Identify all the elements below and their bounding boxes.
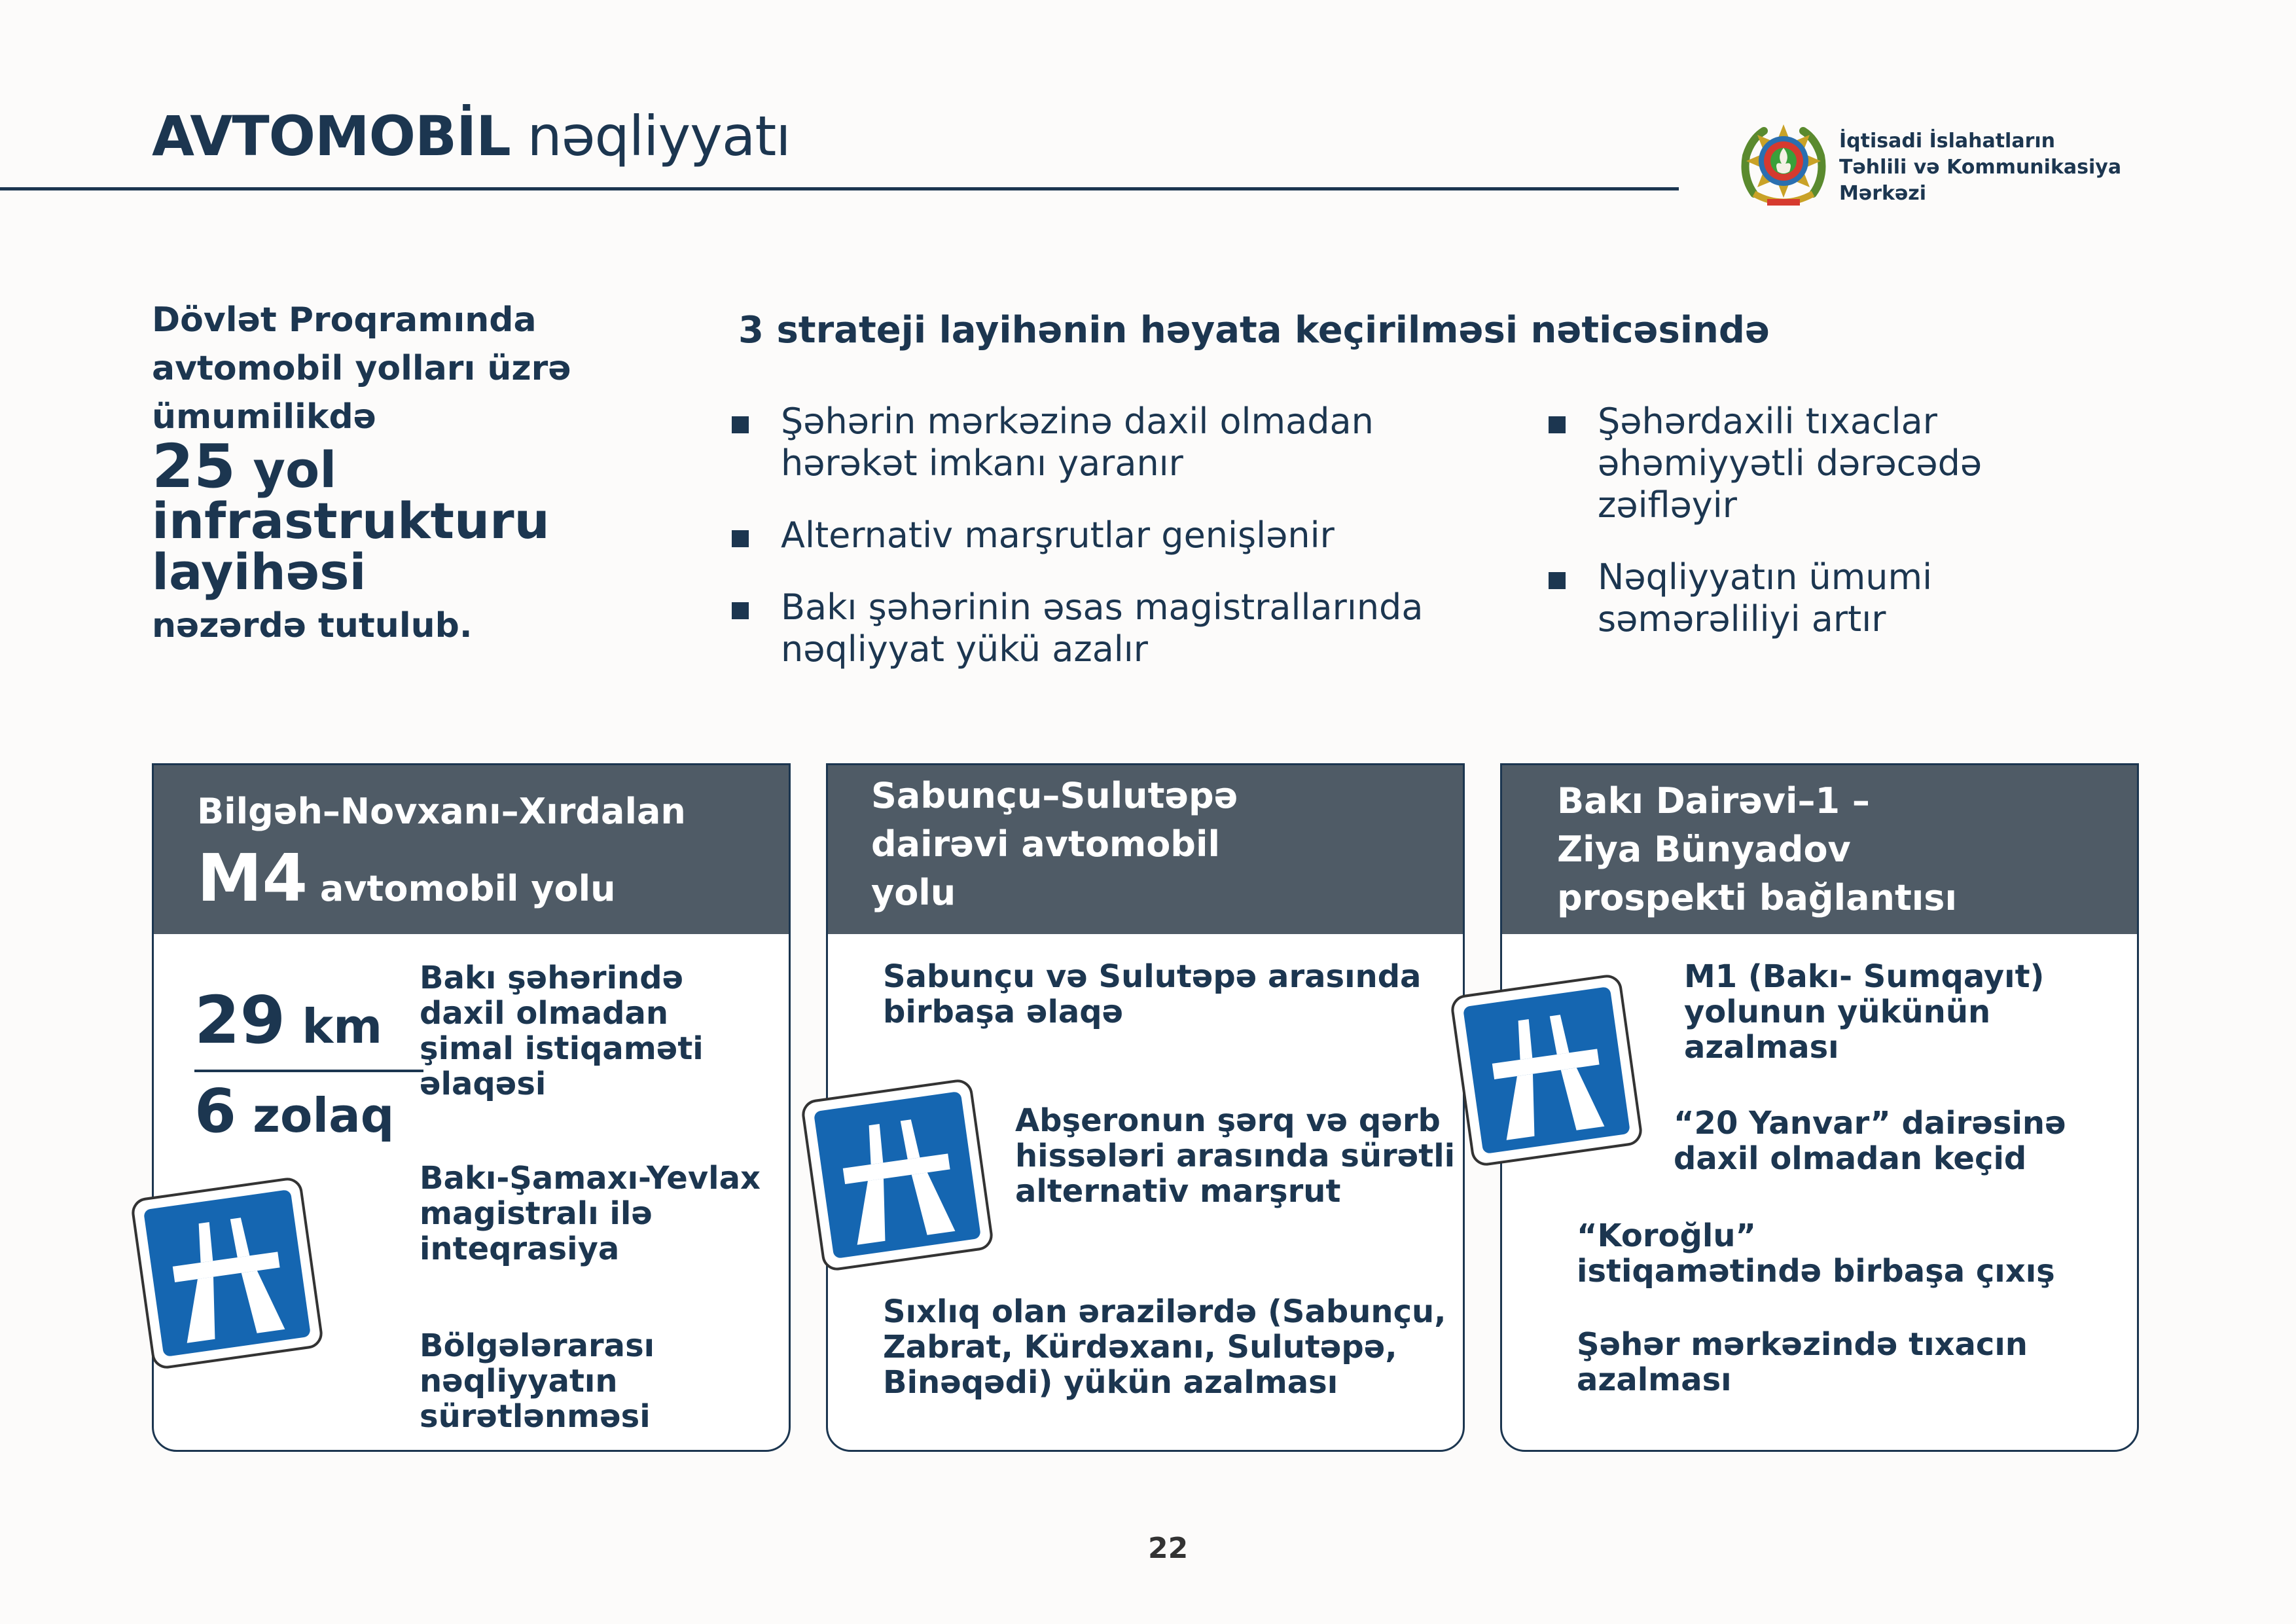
card-header (828, 765, 1463, 934)
card-title-m4: M4 (197, 840, 308, 916)
result-bullet (732, 401, 1530, 484)
results-heading: 3 strateji layihənin həyata keçirilməsi nəticəsində (738, 309, 1770, 352)
card-title: Sabunçu–Sulutəpə dairəvi avtomobil yolu (871, 775, 1238, 913)
motorway-sign-icon (1447, 971, 1647, 1170)
card-benefit: Bakı-Şamaxı-Yevlax magistralı ilə inteqrasiya (420, 1160, 761, 1267)
results-list-left (732, 401, 1530, 700)
result-text: Bakı şəhərinin əsas magistrallarında nəqliyyat yükü azalır (781, 586, 1424, 670)
page-title (152, 103, 791, 170)
card-header (154, 765, 789, 934)
road-length-unit: km (285, 999, 383, 1054)
result-bullet (732, 514, 1530, 556)
road-length-value: 29 (194, 982, 286, 1058)
card-benefit: Bakı şəhərində daxil olmadan şimal istiqaməti əlaqəsi (420, 960, 704, 1102)
page-number: 22 (1148, 1532, 1189, 1565)
result-text: Şəhərin mərkəzinə daxil olmadan hərəkət imkanı yaranır (781, 401, 1374, 484)
stat-divider (194, 1070, 423, 1072)
result-bullet (1549, 556, 2085, 640)
result-bullet (732, 586, 1530, 670)
results-list-right (1549, 401, 2085, 670)
state-emblem-icon (1734, 115, 1833, 213)
intro-line: Dövlət Proqramında (152, 300, 537, 340)
lane-count-unit: zolaq (236, 1088, 395, 1143)
org-name-line: Təhlili və Kommunikasiya (1839, 156, 2122, 179)
card-benefit: Sabunçu və Sulutəpə arasında birbaşa əlaqə (883, 958, 1422, 1030)
intro-line: layihəsi (152, 543, 367, 601)
intro-summary (152, 296, 728, 654)
org-name-line: Mərkəzi (1839, 182, 1927, 205)
page-title-rest: nəqliyyatı (510, 104, 791, 168)
header-divider (0, 187, 1679, 190)
intro-line: yol (236, 441, 337, 499)
result-bullet (1549, 401, 2085, 526)
card-benefit: Sıxlıq olan ərazilərdə (Sabunçu, Zabrat, Kürdəxanı, Sulutəpə, Binəqədi) yükün azalması (883, 1293, 1446, 1401)
org-name-line: İqtisadi İslahatların (1839, 130, 2056, 153)
motorway-sign-icon (798, 1075, 997, 1275)
card-benefit: Abşeronun şərq və qərb hissələri arasında sürətli alternativ marşrut (1015, 1102, 1456, 1210)
card-title-suffix: avtomobil yolu (308, 868, 616, 909)
card-title: Bakı Dairəvi–1 – Ziya Bünyadov prospekti bağlantısı (1557, 780, 1957, 918)
card-benefit: Şəhər mərkəzində tıxacın azalması (1577, 1326, 2028, 1398)
road-length (194, 982, 423, 1059)
intro-line: avtomobil yolları üzrə (152, 349, 571, 388)
intro-line: infrastrukturu (152, 492, 550, 550)
card-header (1502, 765, 2137, 934)
road-stats (194, 982, 423, 1146)
intro-line: ümumilikdə (152, 397, 376, 437)
card-title-line: Bilgəh–Novxanı–Xırdalan (197, 791, 686, 832)
intro-line: nəzərdə tutulub. (152, 606, 473, 645)
card-benefit: “Koroğlu” istiqamətində birbaşa çıxış (1577, 1218, 2055, 1290)
result-text: Nəqliyyatın ümumi səmərəliliyi artır (1598, 556, 1933, 640)
organization-name (1839, 128, 2284, 207)
card-benefit: Bölgələrarası nəqliyyatın sürətlənməsi (420, 1327, 655, 1435)
card-benefit: “20 Yanvar” dairəsinə daxil olmadan keçid (1674, 1105, 2066, 1177)
result-text: Şəhərdaxili tıxaclar əhəmiyyətli dərəcədə zəifləyir (1598, 401, 1982, 526)
page-title-bold: AVTOMOBİL (152, 104, 511, 168)
result-text: Alternativ marşrutlar genişlənir (781, 514, 1335, 556)
card-benefit: M1 (Bakı- Sumqayıt) yolunun yükünün azalması (1684, 958, 2045, 1066)
intro-highlight-count (152, 431, 728, 501)
motorway-sign-icon (128, 1174, 327, 1373)
intro-project-number: 25 (152, 431, 236, 501)
lane-count-value: 6 (194, 1076, 237, 1146)
card-title-line (197, 842, 616, 925)
lane-count (194, 1076, 423, 1146)
